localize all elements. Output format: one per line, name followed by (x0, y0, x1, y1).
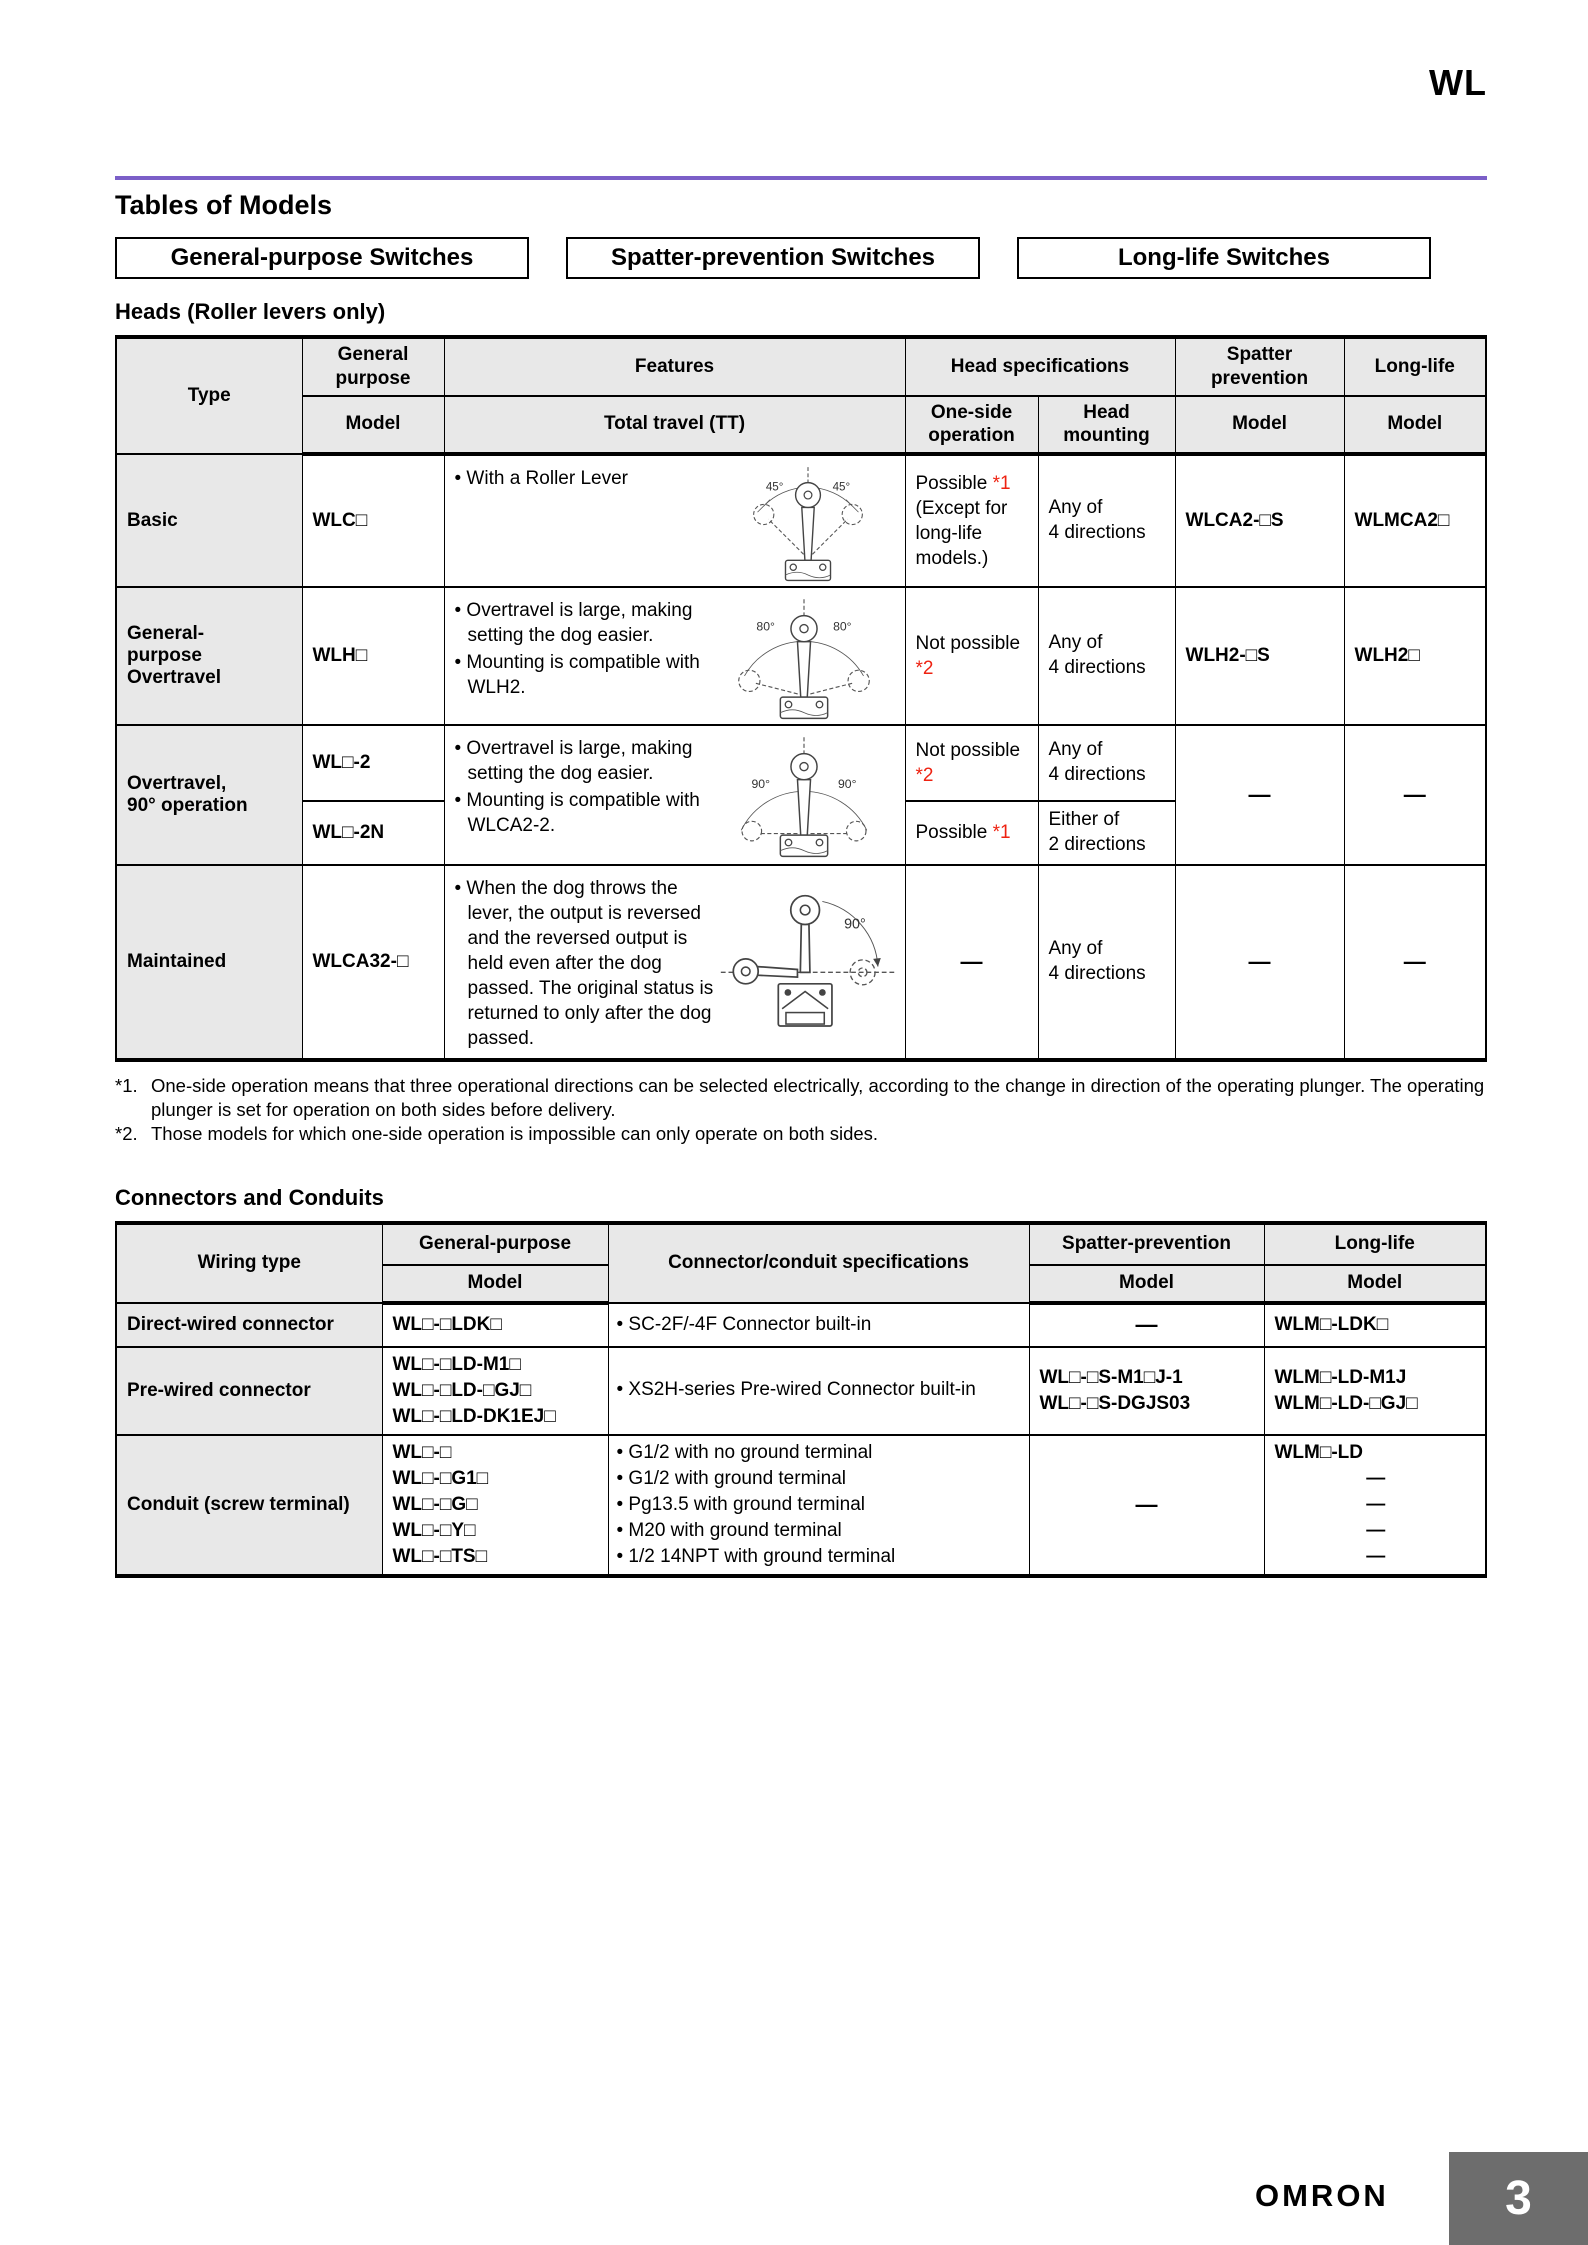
feature-item: • Mounting is compatible with WLH2. (454, 652, 700, 699)
specs-cell: • XS2H-series Pre-wired Connector built-in (608, 1347, 1029, 1435)
type-cell (116, 454, 302, 587)
page-number-box (1449, 2152, 1588, 2245)
spatter-model-cell: — (1029, 1303, 1264, 1347)
features-cell (444, 454, 905, 587)
longlife-model-cell: WLH2□ (1344, 587, 1486, 725)
col-header-model-spatter: Model (1175, 396, 1344, 455)
col-header-general-purpose: General purpose (302, 337, 444, 396)
feature-item: • Overtravel is large, making setting the dog easier. (454, 738, 693, 785)
features-cell (444, 865, 905, 1060)
col-header-spatter-prevention: Spatter-prevention (1029, 1223, 1264, 1265)
specs-cell: • SC-2F/-4F Connector built-in (608, 1303, 1029, 1347)
one-side-operation-cell (905, 454, 1038, 587)
roller-lever-80-diagram (709, 596, 899, 720)
heads-table (115, 335, 1487, 1062)
table-row-90-operation-a (116, 725, 1486, 801)
spatter-model-cell: WLCA2-□S (1175, 454, 1344, 587)
angle-label: 45° (832, 480, 850, 494)
feature-item: • Mounting is compatible with WLCA2-2. (454, 790, 700, 837)
omron-logo: OMRON (1255, 2178, 1389, 2213)
features-text (455, 596, 709, 702)
col-header-total-travel: Total travel (TT) (444, 396, 905, 455)
col-header-head-specifications: Head specifications (905, 337, 1175, 396)
col-header-type: Type (116, 337, 302, 454)
col-header-wiring-type: Wiring type (116, 1223, 382, 1303)
one-side-value: Possible (915, 472, 988, 494)
heads-table-header-group (116, 337, 1486, 396)
features-text (455, 734, 709, 840)
model-cell: WL□-2N (302, 801, 444, 865)
table-row-direct-wired (116, 1303, 1486, 1347)
wiring-type-cell: Direct-wired connector (116, 1303, 382, 1347)
footnote-marker: *1. (115, 1074, 138, 1096)
features-cell (444, 725, 905, 865)
angle-label: 90° (837, 776, 856, 791)
features-text (455, 464, 717, 493)
model-cell: WLCA32-□ (302, 865, 444, 1060)
angle-label: 80° (832, 619, 852, 634)
footnote-marker: *2. (115, 1123, 138, 1145)
spatter-model-cell: — (1029, 1435, 1264, 1576)
table-row-maintained (116, 865, 1486, 1060)
type-cell: Overtravel, 90° operation (116, 725, 302, 865)
one-side-operation-cell: Not possible *2 (905, 587, 1038, 725)
longlife-model-cell: WLMCA2□ (1344, 454, 1486, 587)
col-header-model-longlife: Model (1264, 1265, 1486, 1303)
footnote-2 (115, 1122, 1487, 1146)
angle-label: 90° (843, 916, 866, 933)
head-mounting-cell: Any of 4 directions (1038, 725, 1175, 801)
footnotes (115, 1074, 1487, 1147)
page-number: 3 (1505, 2172, 1532, 2225)
features-cell (444, 587, 905, 725)
table-row-overtravel (116, 587, 1486, 725)
type-cell: Maintained (116, 865, 302, 1060)
model-cell: WL□-□LD-M1□ WL□-□LD-□GJ□ WL□-□LD-DK1EJ□ (382, 1347, 608, 1435)
footnote-text: Those models for which one-side operation is impossible can only operate on both sides. (151, 1123, 879, 1145)
table-row-basic (116, 454, 1486, 587)
col-header-model-gp: Model (382, 1265, 608, 1303)
one-side-operation-cell: Possible *1 (905, 801, 1038, 865)
wiring-type-cell: Conduit (screw terminal) (116, 1435, 382, 1576)
longlife-model-cell: WLM□-LD-M1J WLM□-LD-□GJ□ (1264, 1347, 1486, 1435)
connectors-table-title: Connectors and Conduits (115, 1184, 384, 1210)
heads-table-title: Heads (Roller levers only) (115, 299, 386, 324)
footnote-text: One-side operation means that three operational directions can be selected electrically, according to the change in direction of the operating plunger. The operating plunger is set for operation on both sides before delivery. (151, 1074, 1485, 1120)
roller-lever-90-diagram (709, 734, 899, 858)
longlife-model-cell: — (1344, 725, 1486, 865)
angle-label: 45° (765, 480, 783, 494)
maintained-lever-diagram (717, 884, 899, 1030)
col-header-spatter-prevention: Spatter prevention (1175, 337, 1344, 396)
head-mounting-cell: Any of 4 directions (1038, 865, 1175, 1060)
accent-rule (115, 176, 1487, 180)
col-header-model-spatter: Model (1029, 1265, 1264, 1303)
connectors-table (115, 1221, 1487, 1578)
wiring-type-cell: Pre-wired connector (116, 1347, 382, 1435)
head-mounting-cell: Any of 4 directions (1038, 454, 1175, 587)
heads-table-header-sub (116, 396, 1486, 455)
type-cell: General- purpose Overtravel (116, 587, 302, 725)
category-button-general-purpose[interactable]: General-purpose Switches (115, 237, 529, 279)
col-header-general-purpose: General-purpose (382, 1223, 608, 1265)
col-header-model-longlife: Model (1344, 396, 1486, 455)
category-button-row (115, 237, 1487, 279)
head-mounting-cell: Any of 4 directions (1038, 587, 1175, 725)
connectors-header-group (116, 1223, 1486, 1265)
one-side-operation-cell: — (905, 865, 1038, 1060)
category-button-spatter-prevention[interactable]: Spatter-prevention Switches (566, 237, 980, 279)
angle-label: 80° (755, 619, 775, 634)
model-cell: WLH□ (302, 587, 444, 725)
type-line: Basic (127, 509, 178, 531)
col-header-features: Features (444, 337, 905, 396)
longlife-model-cell: — (1344, 865, 1486, 1060)
feature-item: • With a Roller Lever (454, 468, 628, 489)
specs-cell: • G1/2 with no ground terminal • G1/2 with ground terminal • Pg13.5 with ground terminal • M20 with ground terminal • 1/2 14NPT with ground terminal (608, 1435, 1029, 1576)
footnote-ref: *2 (915, 765, 934, 786)
model-cell: WL□-□LDK□ (382, 1303, 608, 1347)
longlife-model-cell: WLM□-LDK□ (1264, 1303, 1486, 1347)
head-mounting-cell: Either of 2 directions (1038, 801, 1175, 865)
col-header-one-side-operation: One-side operation (905, 396, 1038, 455)
one-side-operation-cell: Not possible *2 (905, 725, 1038, 801)
model-cell: WL□-2 (302, 725, 444, 801)
roller-lever-45-diagram (717, 464, 899, 582)
spatter-model-cell: — (1175, 865, 1344, 1060)
footnote-ref: *2 (915, 658, 934, 679)
spatter-model-cell: WLH2-□S (1175, 587, 1344, 725)
one-side-note: (Except for long-life models.) (915, 497, 1008, 570)
col-header-specs: Connector/conduit specifications (608, 1223, 1029, 1303)
angle-label: 90° (751, 776, 770, 791)
page-content (115, 0, 1487, 1578)
spatter-model-cell: — (1175, 725, 1344, 865)
col-header-long-life: Long-life (1344, 337, 1486, 396)
longlife-model-cell: WLM□-LD — — — — (1264, 1435, 1486, 1576)
model-cell: WLC□ (302, 454, 444, 587)
feature-item: • Overtravel is large, making setting the dog easier. (454, 600, 693, 647)
feature-item: • When the dog throws the lever, the output is reversed and the reversed output is held even after the dog passed. The original status is returned to only after the dog passed. (454, 878, 714, 1050)
page-title: Tables of Models (115, 190, 333, 220)
footnote-ref: *1 (992, 472, 1011, 494)
table-row-pre-wired (116, 1347, 1486, 1435)
model-cell: WL□-□ WL□-□G1□ WL□-□G□ WL□-□Y□ WL□-□TS□ (382, 1435, 608, 1576)
doc-code: WL (1429, 62, 1487, 103)
col-header-model-gp: Model (302, 396, 444, 455)
table-row-conduit (116, 1435, 1486, 1576)
footnote-ref: *1 (992, 822, 1011, 844)
spatter-model-cell: WL□-□S-M1□J-1 WL□-□S-DGJS03 (1029, 1347, 1264, 1435)
col-header-head-mounting: Head mounting (1038, 396, 1175, 455)
footnote-1 (115, 1074, 1487, 1123)
features-text (455, 874, 717, 1054)
col-header-long-life: Long-life (1264, 1223, 1486, 1265)
category-button-long-life[interactable]: Long-life Switches (1017, 237, 1431, 279)
